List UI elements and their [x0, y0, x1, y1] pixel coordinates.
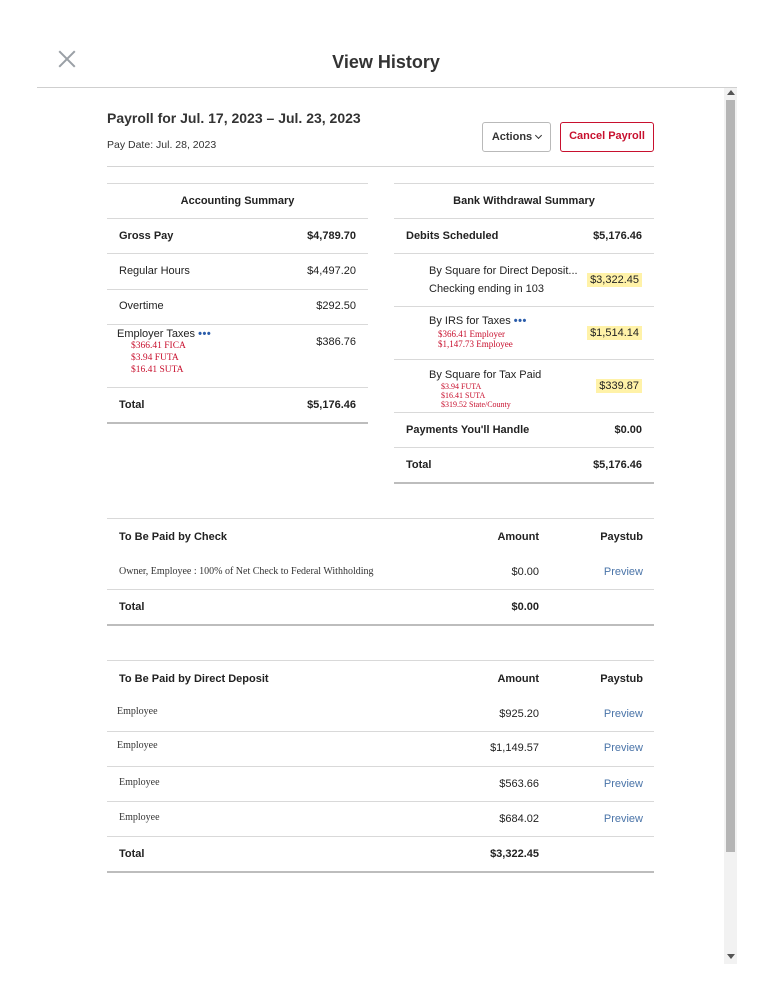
futa-note: $3.94 FUTA: [131, 353, 179, 363]
debits-scheduled-value: $5,176.46: [593, 230, 642, 242]
bank-bottom-rule: [394, 482, 654, 484]
row-divider: [394, 253, 654, 254]
row-divider: [394, 306, 654, 307]
irs-taxes-value: $1,514.14: [536, 327, 642, 339]
bank-total-label: Total: [406, 459, 432, 471]
row-divider: [107, 289, 368, 290]
dd-table-header: To Be Paid by Direct Deposit: [119, 673, 269, 685]
scroll-down-icon[interactable]: [727, 954, 735, 959]
gross-pay-value: $4,789.70: [307, 230, 356, 242]
row-divider: [107, 218, 368, 219]
check-table-header: To Be Paid by Check: [119, 531, 227, 543]
irs-taxes-row: [429, 315, 527, 327]
fica-note: $366.41 FICA: [131, 341, 186, 351]
payments-handle-label: Payments You'll Handle: [406, 424, 530, 436]
scroll-up-icon[interactable]: [727, 90, 735, 95]
checking-account-label: Checking ending in 103: [429, 283, 544, 295]
employer-taxes-value: $386.76: [316, 336, 356, 348]
irs-employer-note: $366.41 Employer: [438, 329, 505, 339]
dd-row-preview-link[interactable]: Preview: [603, 813, 643, 825]
check-amount-header: Amount: [497, 531, 539, 543]
dd-row-preview-link[interactable]: Preview: [603, 708, 643, 720]
dd-table-top-rule: [107, 660, 654, 661]
tax-futa-note: $3.94 FUTA: [441, 382, 482, 391]
payments-handle-value: $0.00: [614, 424, 642, 436]
row-divider: [107, 589, 654, 590]
more-dots-icon[interactable]: •••: [198, 328, 212, 340]
actions-button[interactable]: [482, 122, 551, 152]
chevron-down-icon: [535, 132, 542, 139]
regular-hours-label: Regular Hours: [119, 265, 190, 277]
check-table-top-rule: [107, 518, 654, 519]
row-divider: [107, 324, 368, 325]
section-divider: [107, 166, 654, 167]
bank-top-rule: [394, 183, 654, 184]
pay-date: Pay Date: Jul. 28, 2023: [107, 139, 217, 151]
check-paystub-header: Paystub: [600, 531, 643, 543]
check-row-amount: $0.00: [511, 566, 539, 578]
tax-suta-note: $16.41 SUTA: [441, 391, 486, 400]
row-divider: [107, 253, 368, 254]
cancel-payroll-button[interactable]: Cancel Payroll: [560, 122, 654, 152]
row-divider: [107, 836, 654, 837]
tax-paid-value: $339.87: [536, 380, 642, 392]
gross-pay-label: Gross Pay: [119, 230, 174, 242]
tax-state-note: $319.52 State/County: [441, 400, 511, 409]
check-row-name: Owner, Employee : 100% of Net Check to Federal Withholding: [119, 566, 374, 577]
dd-amount-header: Amount: [497, 673, 539, 685]
overtime-label: Overtime: [119, 300, 164, 312]
bank-total-value: $5,176.46: [593, 459, 642, 471]
row-divider: [107, 731, 654, 732]
header-divider: [37, 87, 737, 88]
check-total-value: $0.00: [511, 601, 539, 613]
row-divider: [394, 218, 654, 219]
employer-taxes-row: [117, 328, 211, 340]
modal-title: View History: [332, 52, 440, 72]
row-divider: [394, 359, 654, 360]
dd-row-name: Employee: [119, 777, 160, 788]
dd-row-name: Employee: [117, 740, 158, 751]
overtime-value: $292.50: [316, 300, 356, 312]
dd-row-name: Employee: [119, 812, 160, 823]
tax-paid-label: By Square for Tax Paid: [429, 369, 542, 381]
bank-withdrawal-header: Bank Withdrawal Summary: [453, 195, 595, 207]
accounting-bottom-rule: [107, 422, 368, 424]
dd-row-preview-link[interactable]: Preview: [603, 778, 643, 790]
dd-row-amount: $684.02: [499, 813, 539, 825]
check-table-bottom-rule: [107, 624, 654, 626]
row-divider: [107, 801, 654, 802]
debits-scheduled-label: Debits Scheduled: [406, 230, 499, 242]
dd-row-name: Employee: [117, 706, 158, 717]
row-divider: [394, 447, 654, 448]
irs-employee-note: $1,147.73 Employee: [438, 339, 513, 349]
accounting-total-label: Total: [119, 399, 145, 411]
scrollbar-thumb[interactable]: [726, 100, 735, 852]
row-divider: [107, 387, 368, 388]
regular-hours-value: $4,497.20: [307, 265, 356, 277]
dd-paystub-header: Paystub: [600, 673, 643, 685]
check-total-label: Total: [119, 601, 145, 613]
employer-taxes-label: Employer Taxes: [117, 328, 196, 340]
dd-row-amount: $563.66: [499, 778, 539, 790]
payroll-title: Payroll for Jul. 17, 2023 – Jul. 23, 2023: [107, 110, 361, 126]
check-row-preview-link[interactable]: Preview: [603, 566, 643, 578]
suta-note: $16.41 SUTA: [131, 365, 184, 375]
actions-label: Actions: [491, 131, 533, 143]
dd-row-amount: $1,149.57: [490, 742, 539, 754]
dd-row-amount: $925.20: [499, 708, 539, 720]
dd-table-bottom-rule: [107, 871, 654, 873]
row-divider: [394, 412, 654, 413]
accounting-total-value: $5,176.46: [307, 399, 356, 411]
dd-row-preview-link[interactable]: Preview: [603, 742, 643, 754]
irs-taxes-label: By IRS for Taxes: [429, 315, 511, 327]
row-divider: [107, 766, 654, 767]
dd-total-value: $3,322.45: [490, 848, 539, 860]
dd-total-label: Total: [119, 848, 145, 860]
more-dots-icon[interactable]: •••: [513, 315, 527, 327]
direct-deposit-label: By Square for Direct Deposit...: [429, 265, 578, 277]
accounting-top-rule: [107, 183, 368, 184]
accounting-summary-header: Accounting Summary: [180, 195, 295, 207]
direct-deposit-value: $3,322.45: [536, 274, 642, 286]
